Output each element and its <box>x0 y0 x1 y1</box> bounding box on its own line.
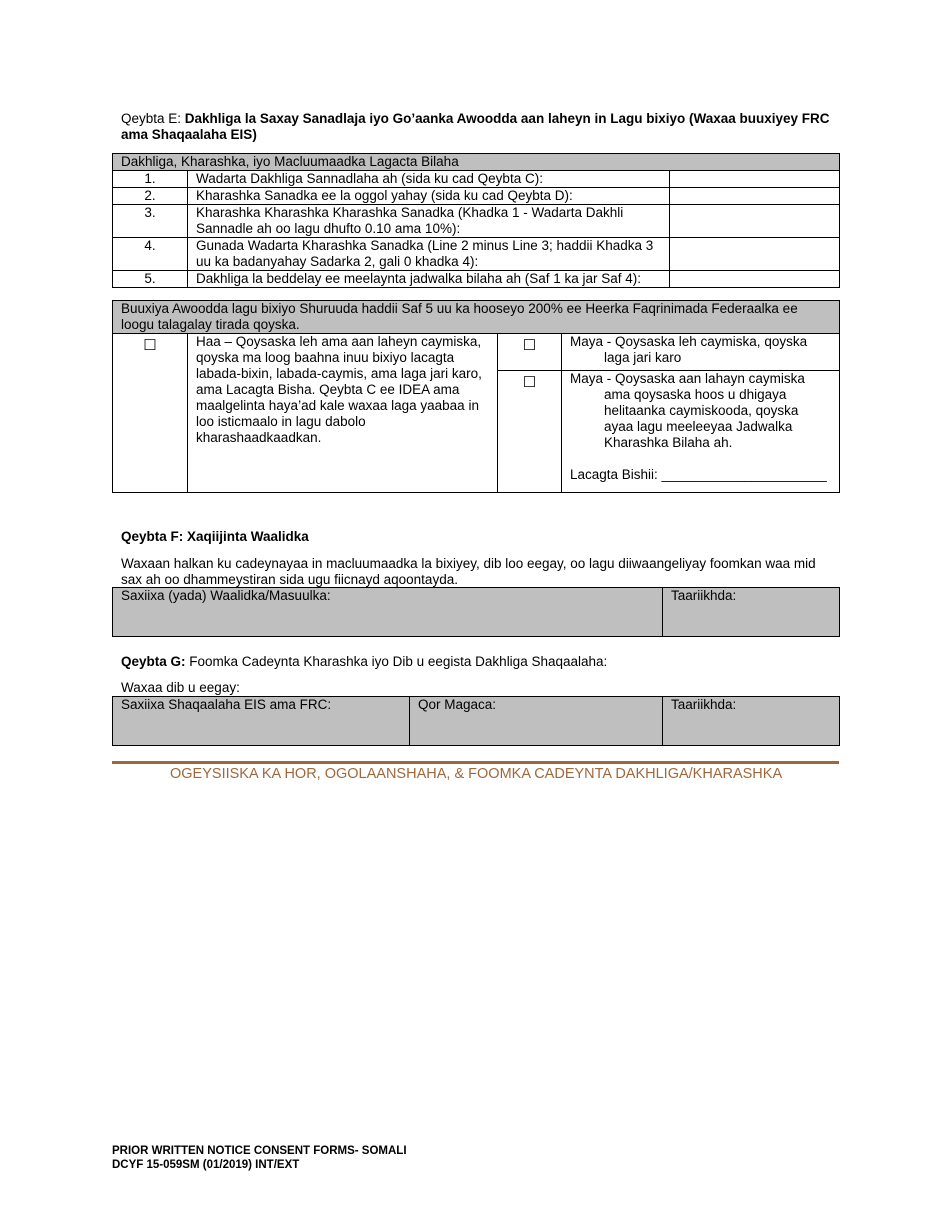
row-value-field[interactable] <box>670 188 840 205</box>
row-label: Kharashka Kharashka Kharashka Sanadka (Khadka 1 - Wadarta Dakhli Sannadle ah oo lagu dhufto 0.10 ama 10%): <box>188 205 670 238</box>
footer-form-number: DCYF 15-059SM (01/2019) INT/EXT <box>112 1159 300 1171</box>
parent-date-field[interactable]: Taariikhda: <box>663 588 840 637</box>
section-f-title: Qeybta F: Xaqiijinta Waalidka <box>121 529 309 544</box>
parent-signature-field[interactable]: Saxiixa (yada) Waalidka/Masuulka: <box>113 588 663 637</box>
staff-date-field[interactable]: Taariikhda: <box>663 697 840 746</box>
row-number: 3. <box>113 205 188 238</box>
row-number: 4. <box>113 238 188 271</box>
divider-rule <box>112 761 839 764</box>
staff-signature-field[interactable]: Saxiixa Shaqaalaha EIS ama FRC: <box>113 697 410 746</box>
row-number: 1. <box>113 171 188 188</box>
income-table <box>112 153 840 288</box>
section-g-title: Qeybta G: Foomka Cadeynta Kharashka iyo Dib u eegista Dakhliga Shaqaalaha: <box>121 654 608 669</box>
row-label: Gunada Wadarta Kharashka Sanadka (Line 2 minus Line 3; haddii Khadka 3 uu ka badanyahay Sadarka 2, gali 0 khadka 4): <box>188 238 670 271</box>
row-value-field[interactable] <box>670 238 840 271</box>
ability-table <box>112 300 840 493</box>
parent-signature-table <box>112 587 840 637</box>
table-row <box>113 271 840 288</box>
row-label: Dakhliga la beddelay ee meelaynta jadwalka bilaha ah (Saf 1 ka jar Saf 4): <box>188 271 670 288</box>
staff-signature-table <box>112 696 840 746</box>
row-value-field[interactable] <box>670 271 840 288</box>
table-row <box>113 238 840 271</box>
yes-option-text: Haa – Qoysaska leh ama aan laheyn caymiska, qoyska ma loog baahna inuu bixiyo lacagta labada-bixin, labada-caymis, ama laga jari karo, ama Lacagta Bisha. Qeybta C ee IDEA ama maalgelinta haya’ad kale waxaa laga yaabaa in loo isticmaalo in lagu dabolo kharashaadkaadkan. <box>188 334 498 493</box>
row-label: Wadarta Dakhliga Sannadlaha ah (sida ku cad Qeybta C): <box>188 171 670 188</box>
income-table-header: Dakhliga, Kharashka, iyo Macluumaadka Lagacta Bilaha <box>113 154 840 171</box>
no-uninsured-option <box>562 371 840 493</box>
staff-title-field[interactable]: Qor Magaca: <box>410 697 663 746</box>
no-uninsured-text: Maya - Qoysaska aan lahayn caymiska ama qoysaska hoos u dhigaya helitaanka caymiskooda, qoyska ayaa lagu meeleeyaa Jadwalka Kharashka Bilaha ah. <box>570 371 805 450</box>
ability-table-header: Buuxiya Awoodda lagu bixiyo Shuruuda haddii Saf 5 uu ka hooseyo 200% ee Heerka Faqrinimada Federaalka ee loogu talagalay tirada qoyska. <box>113 301 840 334</box>
table-row <box>113 171 840 188</box>
reviewed-by-label: Waxaa dib u eegay: <box>121 680 240 695</box>
no-insured-text: Maya - Qoysaska leh caymiska, qoyska laga jari karo <box>570 334 808 365</box>
row-number: 2. <box>113 188 188 205</box>
row-value-field[interactable] <box>670 205 840 238</box>
no-insured-checkbox[interactable]: ☐ <box>498 334 562 371</box>
section-f-statement: Waxaan halkan ku cadeynayaa in macluumaadka la bixiyey, dib loo eegay, oo lagu diiwaangeliyay foomkan waa mid sax ah oo dhammeystiran sida ugu fiicnayd aqoontayda. <box>121 556 816 587</box>
yes-checkbox[interactable]: ☐ <box>113 334 188 493</box>
table-row <box>113 188 840 205</box>
row-number: 5. <box>113 271 188 288</box>
no-uninsured-checkbox[interactable]: ☐ <box>498 371 562 493</box>
no-insured-option <box>562 334 840 371</box>
form-banner: OGEYSIISKA KA HOR, OGOLAANSHAHA, & FOOMKA CADEYNTA DAKHLIGA/KHARASHKA <box>170 766 783 782</box>
footer-form-name: PRIOR WRITTEN NOTICE CONSENT FORMS- SOMALI <box>112 1145 407 1157</box>
row-value-field[interactable] <box>670 171 840 188</box>
row-label: Kharashka Sanadka ee la oggol yahay (sida ku cad Qeybta D): <box>188 188 670 205</box>
section-e-title: Qeybta E: Dakhliga la Saxay Sanadlaja iyo Go’aanka Awoodda aan laheyn in Lagu bixiyo (Waxaa buuxiyey FRC ama Shaqaalaha EIS) <box>121 111 830 142</box>
monthly-amount-field[interactable]: Lacagta Bishii: ______________________ <box>570 467 827 482</box>
table-row <box>113 205 840 238</box>
